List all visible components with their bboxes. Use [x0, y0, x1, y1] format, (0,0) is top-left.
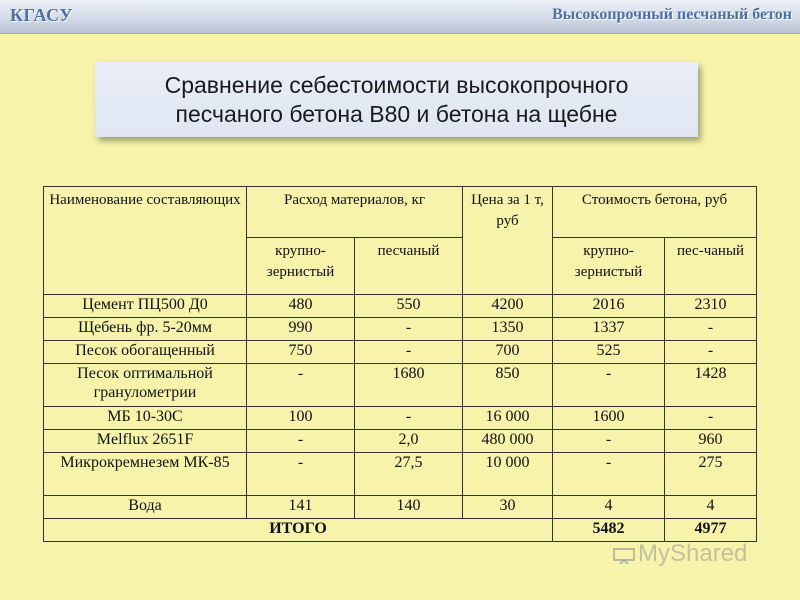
- header-bar: [0, 0, 800, 34]
- cell-coarse: -: [247, 364, 355, 407]
- cell-name: Щебень фр. 5-20мм: [44, 318, 247, 341]
- table-row: [44, 295, 757, 318]
- cell-name: МБ 10-30С: [44, 407, 247, 430]
- cell-sandy: 27,5: [355, 453, 463, 496]
- presentation-subject: Высокопрочный песчаный бетон: [552, 6, 792, 23]
- total-coarse: 5482: [553, 519, 665, 542]
- header-cost: Стоимость бетона, руб: [553, 187, 757, 238]
- table-header-row: [44, 187, 757, 238]
- cell-coarse: 750: [247, 341, 355, 364]
- cell-coarse: 141: [247, 496, 355, 519]
- table-row: [44, 318, 757, 341]
- cell-sandy: -: [355, 341, 463, 364]
- cell-cost-coarse: 525: [553, 341, 665, 364]
- total-sandy: 4977: [665, 519, 757, 542]
- cell-cost-coarse: 1600: [553, 407, 665, 430]
- table-row: [44, 407, 757, 430]
- table-row: [44, 341, 757, 364]
- brand-logo: КГАСУ: [10, 5, 74, 25]
- cell-coarse: -: [247, 453, 355, 496]
- cell-cost-sandy: -: [665, 318, 757, 341]
- cell-cost-sandy: 4: [665, 496, 757, 519]
- total-label: ИТОГО: [44, 519, 553, 542]
- cell-cost-coarse: 4: [553, 496, 665, 519]
- table-row: [44, 364, 757, 407]
- cell-cost-coarse: -: [553, 364, 665, 407]
- cell-cost-sandy: -: [665, 407, 757, 430]
- cell-sandy: 550: [355, 295, 463, 318]
- cell-sandy: -: [355, 318, 463, 341]
- cell-name: Цемент ПЦ500 Д0: [44, 295, 247, 318]
- cell-cost-coarse: -: [553, 430, 665, 453]
- cell-cost-sandy: -: [665, 341, 757, 364]
- cell-cost-coarse: 2016: [553, 295, 665, 318]
- cell-price: 480 000: [463, 430, 553, 453]
- cell-sandy: -: [355, 407, 463, 430]
- cell-price: 30: [463, 496, 553, 519]
- cell-coarse: 100: [247, 407, 355, 430]
- cell-sandy: 2,0: [355, 430, 463, 453]
- header-price: Цена за 1 т, руб: [463, 187, 553, 295]
- cell-cost-sandy: 275: [665, 453, 757, 496]
- cell-cost-sandy: 2310: [665, 295, 757, 318]
- table-row: [44, 430, 757, 453]
- cell-cost-coarse: -: [553, 453, 665, 496]
- cell-name: Песок оптимальной гранулометрии: [44, 364, 247, 407]
- cell-price: 700: [463, 341, 553, 364]
- cell-sandy: 140: [355, 496, 463, 519]
- slide-title: [165, 71, 629, 129]
- header-name: Наименование составляющих: [44, 187, 247, 295]
- subheader-coarse-cost: крупно-зернистый: [553, 238, 665, 295]
- slide-title-line-2: песчаного бетона В80 и бетона на щебне: [175, 100, 618, 127]
- cost-comparison-table: [43, 186, 757, 542]
- cell-price: 16 000: [463, 407, 553, 430]
- cell-price: 1350: [463, 318, 553, 341]
- header-consumption: Расход материалов, кг: [247, 187, 463, 238]
- cell-price: 4200: [463, 295, 553, 318]
- table-total-row: [44, 519, 757, 542]
- cell-coarse: 990: [247, 318, 355, 341]
- cell-coarse: 480: [247, 295, 355, 318]
- cell-name: Микрокремнезем МК-85: [44, 453, 247, 496]
- slide-title-box: [95, 62, 698, 137]
- subheader-sandy-cost: пес-чаный: [665, 238, 757, 295]
- cell-price: 850: [463, 364, 553, 407]
- cell-cost-coarse: 1337: [553, 318, 665, 341]
- cell-sandy: 1680: [355, 364, 463, 407]
- cell-cost-sandy: 960: [665, 430, 757, 453]
- cell-name: Песок обогащенный: [44, 341, 247, 364]
- subheader-sandy: песчаный: [355, 238, 463, 295]
- watermark-text: MyShared: [638, 540, 748, 567]
- cell-coarse: -: [247, 430, 355, 453]
- cell-name: Melflux 2651F: [44, 430, 247, 453]
- table-row: [44, 496, 757, 519]
- slide-title-line-1: Сравнение себестоимости высокопрочного: [164, 71, 629, 98]
- cell-name: Вода: [44, 496, 247, 519]
- subheader-coarse: крупно-зернистый: [247, 238, 355, 295]
- watermark: [612, 540, 747, 568]
- cell-cost-sandy: 1428: [665, 364, 757, 407]
- cell-price: 10 000: [463, 453, 553, 496]
- table-row: [44, 453, 757, 496]
